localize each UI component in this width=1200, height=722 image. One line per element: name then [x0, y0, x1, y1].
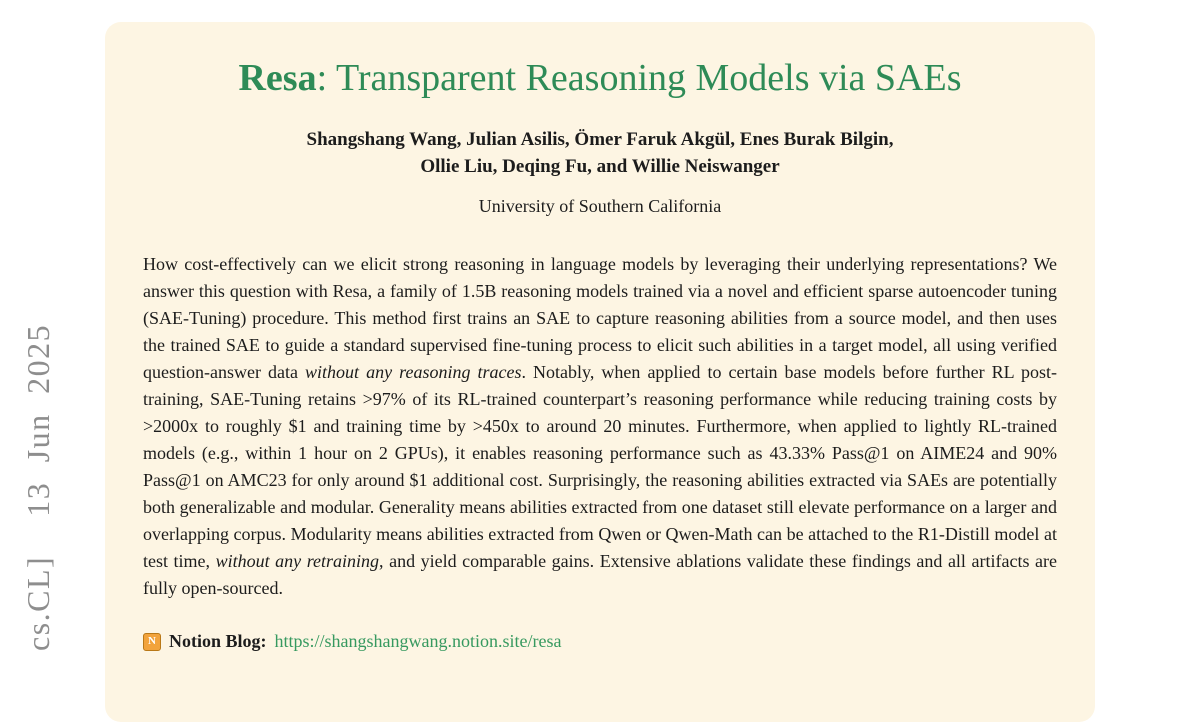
abstract-text	[143, 251, 1057, 602]
notion-blog-row	[143, 631, 561, 652]
paper-title	[105, 56, 1095, 100]
abstract-part-3: , and yield comparable gains. Extensive ablations validate these findings and all artifacts are fully open-sourced.	[143, 551, 1057, 598]
author-line-1: Shangshang Wang, Julian Asilis, Ömer Faruk Akgül, Enes Burak Bilgin,	[306, 129, 894, 150]
abstract-italic-1: without any reasoning traces	[305, 362, 522, 382]
abstract-part-2: . Notably, when applied to certain base models before further RL post-training, SAE-Tuning retains >97% of its RL-trained counterpart’s reasoning performance while reducing training costs by >2000x to roughly $1 and training time by >450x to around 20 minutes. Furthermore, when applied to lightly RL-trained models (e.g., within 1 hour on 2 GPUs), it enables reasoning performance such as 43.33% Pass@1 on AIME24 and 90% Pass@1 on AMC23 for only around $1 additional cost. Surprisingly, the reasoning abilities extracted via SAEs are potentially both generalizable and modular. Generality means abilities extracted from one dataset still elevate performance on a larger and overlapping corpus. Modularity means abilities extracted from Qwen or Qwen-Math can be attached to the R1-Distill model at test time,	[143, 362, 1057, 571]
notion-icon: N	[143, 633, 161, 651]
notion-blog-label: Notion Blog:	[169, 631, 267, 651]
paper-title-brand: Resa	[238, 57, 317, 99]
author-line-2: Ollie Liu, Deqing Fu, and Willie Neiswanger	[420, 156, 780, 177]
paper-page	[105, 22, 1095, 722]
affiliation: University of Southern California	[478, 196, 722, 216]
arxiv-sidebar-watermark: cs.CL] 13 Jun 2025	[20, 323, 56, 651]
abstract-part-1: How cost-effectively can we elicit strong reasoning in language models by leveraging their underlying representations? We answer this question with Resa, a family of 1.5B reasoning models trained via a novel and efficient sparse autoencoder tuning (SAE-Tuning) procedure. This method first trains an SAE to capture reasoning abilities from a source model, and then uses the trained SAE to guide a standard supervised fine-tuning process to elicit such abilities in a target model, all using verified question-answer data	[143, 254, 1057, 382]
paper-title-rest: : Transparent Reasoning Models via SAEs	[316, 57, 962, 99]
author-list	[105, 126, 1095, 180]
notion-blog-link[interactable]: https://shangshangwang.notion.site/resa	[274, 631, 562, 651]
abstract-italic-2: without any retraining	[215, 551, 380, 571]
